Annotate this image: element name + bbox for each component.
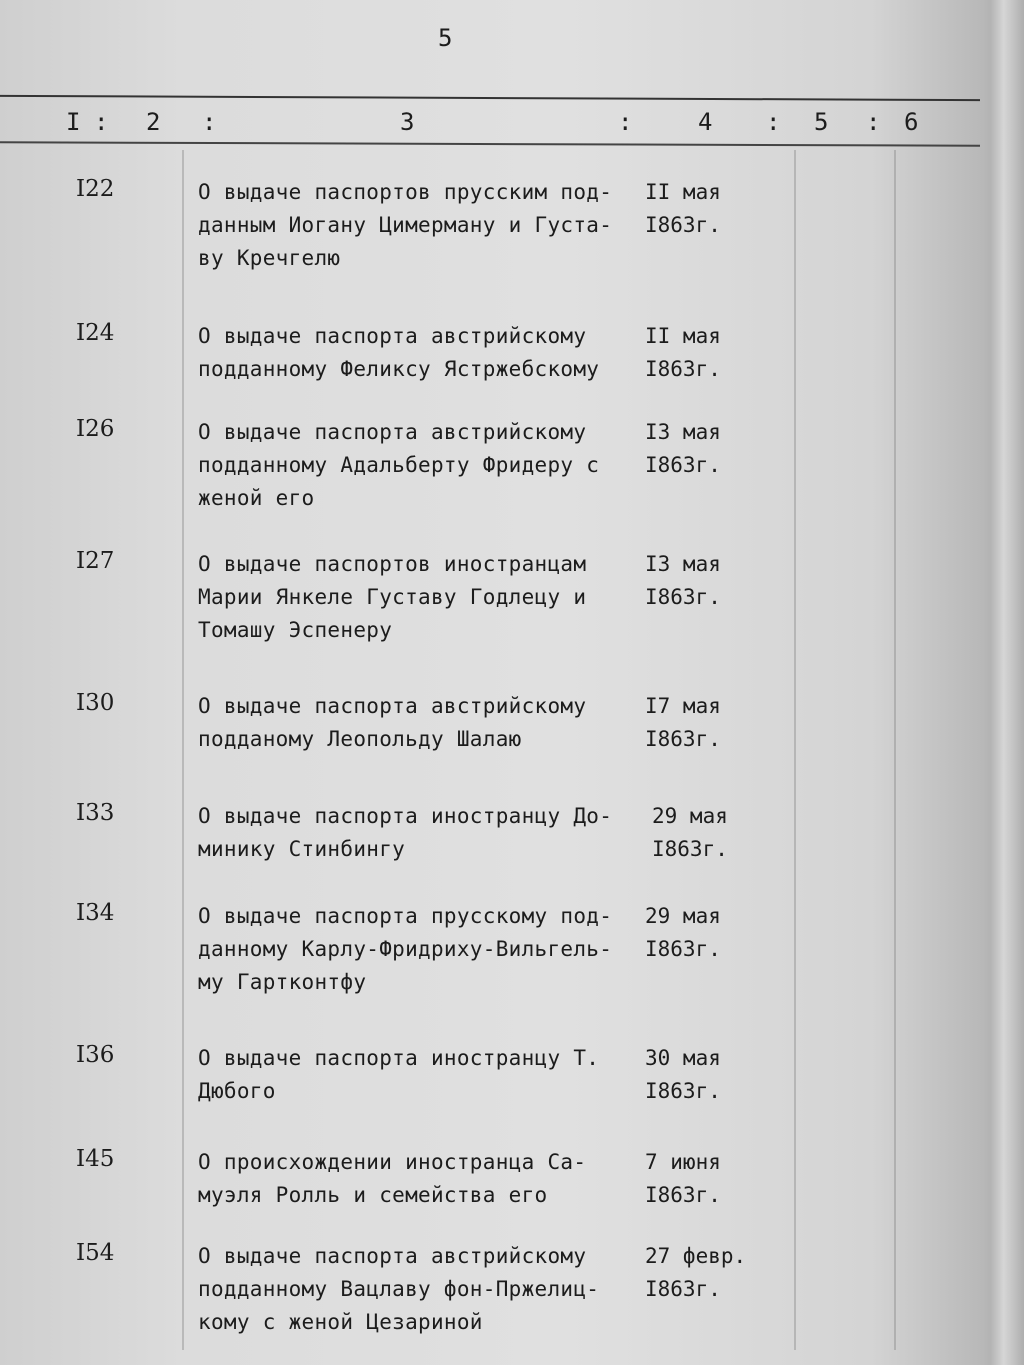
row-date: II мая I863г.: [645, 324, 721, 381]
header-sep: :: [766, 108, 781, 136]
row-title: О выдаче паспортов иностранцам Марии Янкеле Густаву Годлецу и Томашу Эспенеру: [198, 552, 587, 642]
header-sep: :: [866, 108, 881, 136]
header-sep: :: [202, 108, 217, 136]
row-date: II мая I863г.: [645, 180, 721, 237]
row-number: I24: [76, 320, 115, 346]
row-date: 7 июня I863г.: [645, 1150, 721, 1207]
row-number: I54: [76, 1240, 115, 1266]
row-number: I45: [76, 1146, 115, 1172]
row-date: I7 мая I863г.: [645, 694, 721, 751]
header-col-3: 3: [400, 108, 415, 136]
row-number: I30: [76, 690, 115, 716]
row-title: О выдаче паспорта австрийскому подданному Феликсу Ястржебскому: [198, 324, 600, 381]
row-date: 27 февр. I863г.: [645, 1244, 747, 1301]
header-col-4: 4: [698, 108, 713, 136]
row-title: О выдаче паспорта австрийскому подданному Вацлаву фон-Пржелиц- кому с женой Цезариной: [198, 1244, 600, 1334]
header-sep: :: [94, 108, 109, 136]
header-sep: :: [618, 108, 633, 136]
row-number: I34: [76, 900, 115, 926]
row-number: I36: [76, 1042, 115, 1068]
page-edge-shadow: [990, 0, 1024, 1365]
header-col-6: 6: [904, 108, 919, 136]
row-date: 29 мая I863г.: [652, 804, 728, 861]
row-title: О выдаче паспорта иностранцу До- минику Стинбингу: [198, 804, 613, 861]
column-divider: [182, 150, 184, 1350]
row-number: I33: [76, 800, 115, 826]
page-number: 5: [438, 24, 453, 52]
row-title: О выдаче паспорта австрийскому подданному Адальберту Фридеру с женой его: [198, 420, 600, 510]
header-rule-bottom: [0, 141, 980, 146]
header-col-1: I: [66, 108, 81, 136]
row-number: I26: [76, 416, 115, 442]
header-rule-top: [0, 95, 980, 101]
row-date: 30 мая I863г.: [645, 1046, 721, 1103]
row-title: О выдаче паспортов прусским под- данным Иогану Цимерману и Густа- ву Кречгелю: [198, 180, 613, 270]
header-col-2: 2: [146, 108, 161, 136]
row-date: 29 мая I863г.: [645, 904, 721, 961]
column-divider: [894, 150, 896, 1350]
row-date: I3 мая I863г.: [645, 552, 721, 609]
row-title: О выдаче паспорта прусскому под- данному Карлу-Фридриху-Вильгель- му Гартконтфу: [198, 904, 613, 994]
row-title: О происхождении иностранца Са- муэля Ролль и семейства его: [198, 1150, 587, 1207]
row-title: О выдаче паспорта австрийскому подданому Леопольду Шалаю: [198, 694, 587, 751]
column-divider: [794, 150, 796, 1350]
row-date: I3 мая I863г.: [645, 420, 721, 477]
row-title: О выдаче паспорта иностранцу Т. Дюбого: [198, 1046, 600, 1103]
row-number: I22: [76, 176, 115, 202]
header-col-5: 5: [814, 108, 829, 136]
row-number: I27: [76, 548, 115, 574]
